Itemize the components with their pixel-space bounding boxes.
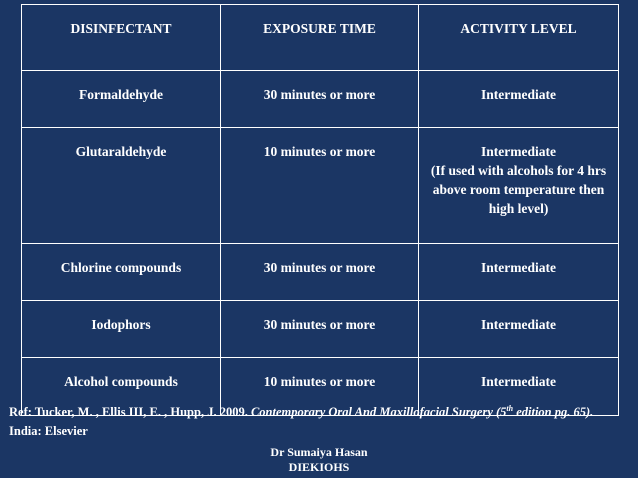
header-exposure-time: EXPOSURE TIME	[221, 5, 419, 71]
cell-exposure-time: 30 minutes or more	[221, 71, 419, 128]
activity-level-note: (If used with alcohols for 4 hrs above room temperature then high level)	[430, 163, 607, 216]
cell-exposure-time: 10 minutes or more	[221, 358, 419, 416]
author-name: Dr Sumaiya Hasan	[270, 445, 368, 459]
cell-activity-level: Intermediate	[419, 244, 619, 301]
cell-exposure-time: 30 minutes or more	[221, 244, 419, 301]
author-affiliation: DIEKIOHS	[288, 460, 350, 474]
reference-title-superscript: th	[506, 403, 514, 413]
reference-title-text: Contemporary Oral And Maxillofacial Surgery (5	[250, 405, 507, 419]
reference-suffix: India: Elsevier	[9, 424, 88, 438]
table-row	[22, 128, 619, 244]
reference-title	[251, 405, 593, 419]
cell-exposure-time: 30 minutes or more	[221, 301, 419, 358]
reference-title-end: edition pg. 65).	[513, 405, 594, 419]
cell-disinfectant: Iodophors	[22, 301, 221, 358]
cell-disinfectant: Alcohol compounds	[22, 358, 221, 416]
disinfectant-table	[21, 4, 619, 416]
reference-prefix: Ref: Tucker, M. , Ellis III, E. , Hupp, J. 2009.	[9, 405, 251, 419]
cell-disinfectant: Glutaraldehyde	[22, 128, 221, 244]
cell-activity-level: Intermediate	[419, 358, 619, 416]
cell-activity-level: Intermediate	[419, 71, 619, 128]
table-header-row	[22, 5, 619, 71]
header-disinfectant: DISINFECTANT	[22, 5, 221, 71]
table-row	[22, 244, 619, 301]
reference-citation	[9, 403, 629, 441]
cell-disinfectant: Formaldehyde	[22, 71, 221, 128]
activity-level-text: Intermediate	[481, 144, 556, 159]
cell-disinfectant: Chlorine compounds	[22, 244, 221, 301]
cell-activity-level: Intermediate	[419, 301, 619, 358]
cell-activity-level	[419, 128, 619, 244]
table-row	[22, 71, 619, 128]
header-activity-level: ACTIVITY LEVEL	[419, 5, 619, 71]
cell-exposure-time: 10 minutes or more	[221, 128, 419, 244]
table-row	[22, 301, 619, 358]
footer	[0, 445, 638, 475]
